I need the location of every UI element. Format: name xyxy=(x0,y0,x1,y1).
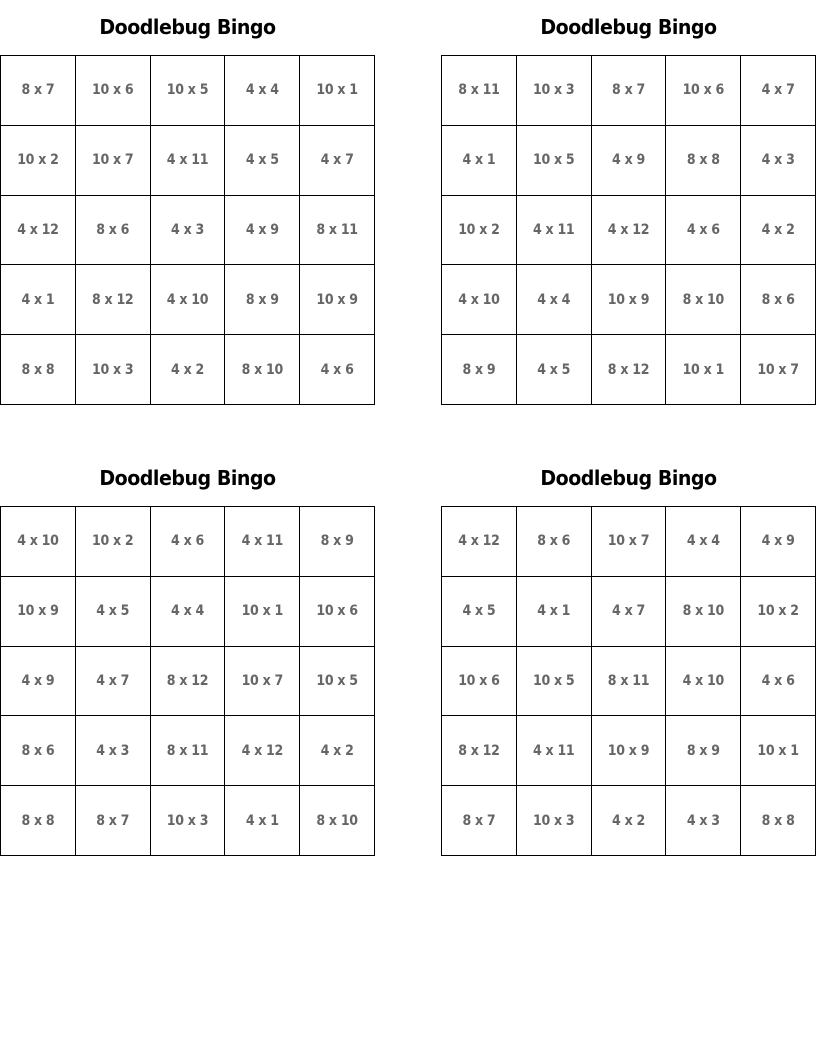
bingo-cell: 4 x 12 xyxy=(442,507,517,577)
bingo-cell: 10 x 9 xyxy=(592,265,667,335)
bingo-cell: 10 x 2 xyxy=(76,507,151,577)
bingo-cell: 4 x 3 xyxy=(666,786,741,856)
bingo-cell: 4 x 11 xyxy=(517,716,592,786)
bingo-cell: 8 x 11 xyxy=(151,716,226,786)
bingo-cell: 4 x 2 xyxy=(592,786,667,856)
bingo-cell: 8 x 10 xyxy=(225,335,300,405)
bingo-cell: 8 x 8 xyxy=(741,786,816,856)
card-title: Doodlebug Bingo xyxy=(99,466,276,490)
bingo-cell: 4 x 9 xyxy=(1,647,76,717)
bingo-cell: 4 x 7 xyxy=(76,647,151,717)
bingo-cell: 10 x 5 xyxy=(151,56,226,126)
bingo-cell: 4 x 6 xyxy=(300,335,375,405)
bingo-cell: 4 x 6 xyxy=(741,647,816,717)
bingo-cell: 4 x 11 xyxy=(225,507,300,577)
bingo-cell: 10 x 3 xyxy=(76,335,151,405)
bingo-cell: 8 x 12 xyxy=(76,265,151,335)
bingo-cell: 4 x 2 xyxy=(300,716,375,786)
bingo-cell: 4 x 9 xyxy=(741,507,816,577)
bingo-cell: 8 x 12 xyxy=(442,716,517,786)
bingo-cell: 4 x 10 xyxy=(666,647,741,717)
bingo-cell: 4 x 4 xyxy=(225,56,300,126)
bingo-cell: 10 x 1 xyxy=(225,577,300,647)
bingo-cell: 4 x 10 xyxy=(1,507,76,577)
bingo-cell: 8 x 10 xyxy=(666,577,741,647)
bingo-cell: 4 x 10 xyxy=(151,265,226,335)
bingo-cell: 10 x 3 xyxy=(151,786,226,856)
bingo-cell: 10 x 6 xyxy=(442,647,517,717)
bingo-grid xyxy=(0,55,375,405)
bingo-cell: 8 x 8 xyxy=(1,786,76,856)
bingo-cell: 4 x 10 xyxy=(442,265,517,335)
bingo-cell: 8 x 12 xyxy=(592,335,667,405)
card-title: Doodlebug Bingo xyxy=(540,15,717,39)
bingo-cell: 4 x 11 xyxy=(151,126,226,196)
bingo-cell: 4 x 7 xyxy=(592,577,667,647)
bingo-cell: 4 x 2 xyxy=(151,335,226,405)
bingo-cell: 8 x 10 xyxy=(300,786,375,856)
bingo-grid xyxy=(441,506,816,856)
bingo-cell: 8 x 9 xyxy=(225,265,300,335)
bingo-cell: 10 x 9 xyxy=(592,716,667,786)
bingo-cell: 4 x 11 xyxy=(517,196,592,266)
bingo-cell: 10 x 7 xyxy=(76,126,151,196)
bingo-cell: 8 x 8 xyxy=(1,335,76,405)
bingo-cell: 4 x 12 xyxy=(592,196,667,266)
bingo-cell: 8 x 7 xyxy=(76,786,151,856)
bingo-cell: 4 x 7 xyxy=(300,126,375,196)
bingo-cell: 8 x 6 xyxy=(76,196,151,266)
bingo-cell: 4 x 5 xyxy=(225,126,300,196)
bingo-cell: 8 x 11 xyxy=(592,647,667,717)
bingo-cell: 8 x 12 xyxy=(151,647,226,717)
bingo-cell: 8 x 7 xyxy=(592,56,667,126)
bingo-cell: 10 x 5 xyxy=(517,126,592,196)
bingo-cell: 10 x 2 xyxy=(1,126,76,196)
bingo-cell: 4 x 1 xyxy=(517,577,592,647)
bingo-cell: 10 x 2 xyxy=(442,196,517,266)
bingo-cell: 4 x 6 xyxy=(666,196,741,266)
bingo-cell: 4 x 5 xyxy=(517,335,592,405)
bingo-cell: 4 x 6 xyxy=(151,507,226,577)
bingo-cell: 10 x 5 xyxy=(517,647,592,717)
bingo-cell: 4 x 12 xyxy=(225,716,300,786)
bingo-cell: 4 x 2 xyxy=(741,196,816,266)
bingo-cell: 8 x 10 xyxy=(666,265,741,335)
bingo-cell: 4 x 1 xyxy=(225,786,300,856)
bingo-cell: 10 x 6 xyxy=(300,577,375,647)
bingo-cell: 8 x 7 xyxy=(442,786,517,856)
bingo-cell: 8 x 8 xyxy=(666,126,741,196)
bingo-cell: 4 x 3 xyxy=(741,126,816,196)
bingo-cell: 8 x 9 xyxy=(666,716,741,786)
bingo-cell: 4 x 5 xyxy=(442,577,517,647)
bingo-grid xyxy=(0,506,375,856)
bingo-cell: 8 x 6 xyxy=(1,716,76,786)
bingo-cell: 10 x 9 xyxy=(1,577,76,647)
bingo-cell: 10 x 9 xyxy=(300,265,375,335)
bingo-cell: 8 x 11 xyxy=(442,56,517,126)
bingo-cell: 4 x 3 xyxy=(151,196,226,266)
bingo-cell: 4 x 1 xyxy=(442,126,517,196)
bingo-cell: 10 x 3 xyxy=(517,56,592,126)
bingo-cell: 8 x 6 xyxy=(517,507,592,577)
bingo-cell: 10 x 3 xyxy=(517,786,592,856)
bingo-grid xyxy=(441,55,816,405)
bingo-cell: 4 x 7 xyxy=(741,56,816,126)
bingo-cell: 4 x 3 xyxy=(76,716,151,786)
bingo-cell: 8 x 9 xyxy=(442,335,517,405)
bingo-cell: 10 x 1 xyxy=(666,335,741,405)
bingo-cell: 8 x 9 xyxy=(300,507,375,577)
card-title: Doodlebug Bingo xyxy=(540,466,717,490)
bingo-cell: 10 x 7 xyxy=(592,507,667,577)
bingo-cell: 4 x 5 xyxy=(76,577,151,647)
bingo-cell: 4 x 9 xyxy=(225,196,300,266)
bingo-cell: 4 x 4 xyxy=(151,577,226,647)
card-title: Doodlebug Bingo xyxy=(99,15,276,39)
bingo-cell: 4 x 4 xyxy=(517,265,592,335)
bingo-cell: 10 x 1 xyxy=(741,716,816,786)
bingo-cell: 10 x 6 xyxy=(666,56,741,126)
bingo-cell: 10 x 5 xyxy=(300,647,375,717)
bingo-cell: 10 x 7 xyxy=(225,647,300,717)
bingo-cell: 4 x 9 xyxy=(592,126,667,196)
bingo-cell: 10 x 6 xyxy=(76,56,151,126)
bingo-cell: 10 x 2 xyxy=(741,577,816,647)
bingo-cell: 8 x 7 xyxy=(1,56,76,126)
bingo-cell: 10 x 1 xyxy=(300,56,375,126)
bingo-cell: 4 x 1 xyxy=(1,265,76,335)
bingo-cell: 4 x 12 xyxy=(1,196,76,266)
bingo-cell: 4 x 4 xyxy=(666,507,741,577)
bingo-cell: 10 x 7 xyxy=(741,335,816,405)
bingo-cell: 8 x 6 xyxy=(741,265,816,335)
bingo-cell: 8 x 11 xyxy=(300,196,375,266)
